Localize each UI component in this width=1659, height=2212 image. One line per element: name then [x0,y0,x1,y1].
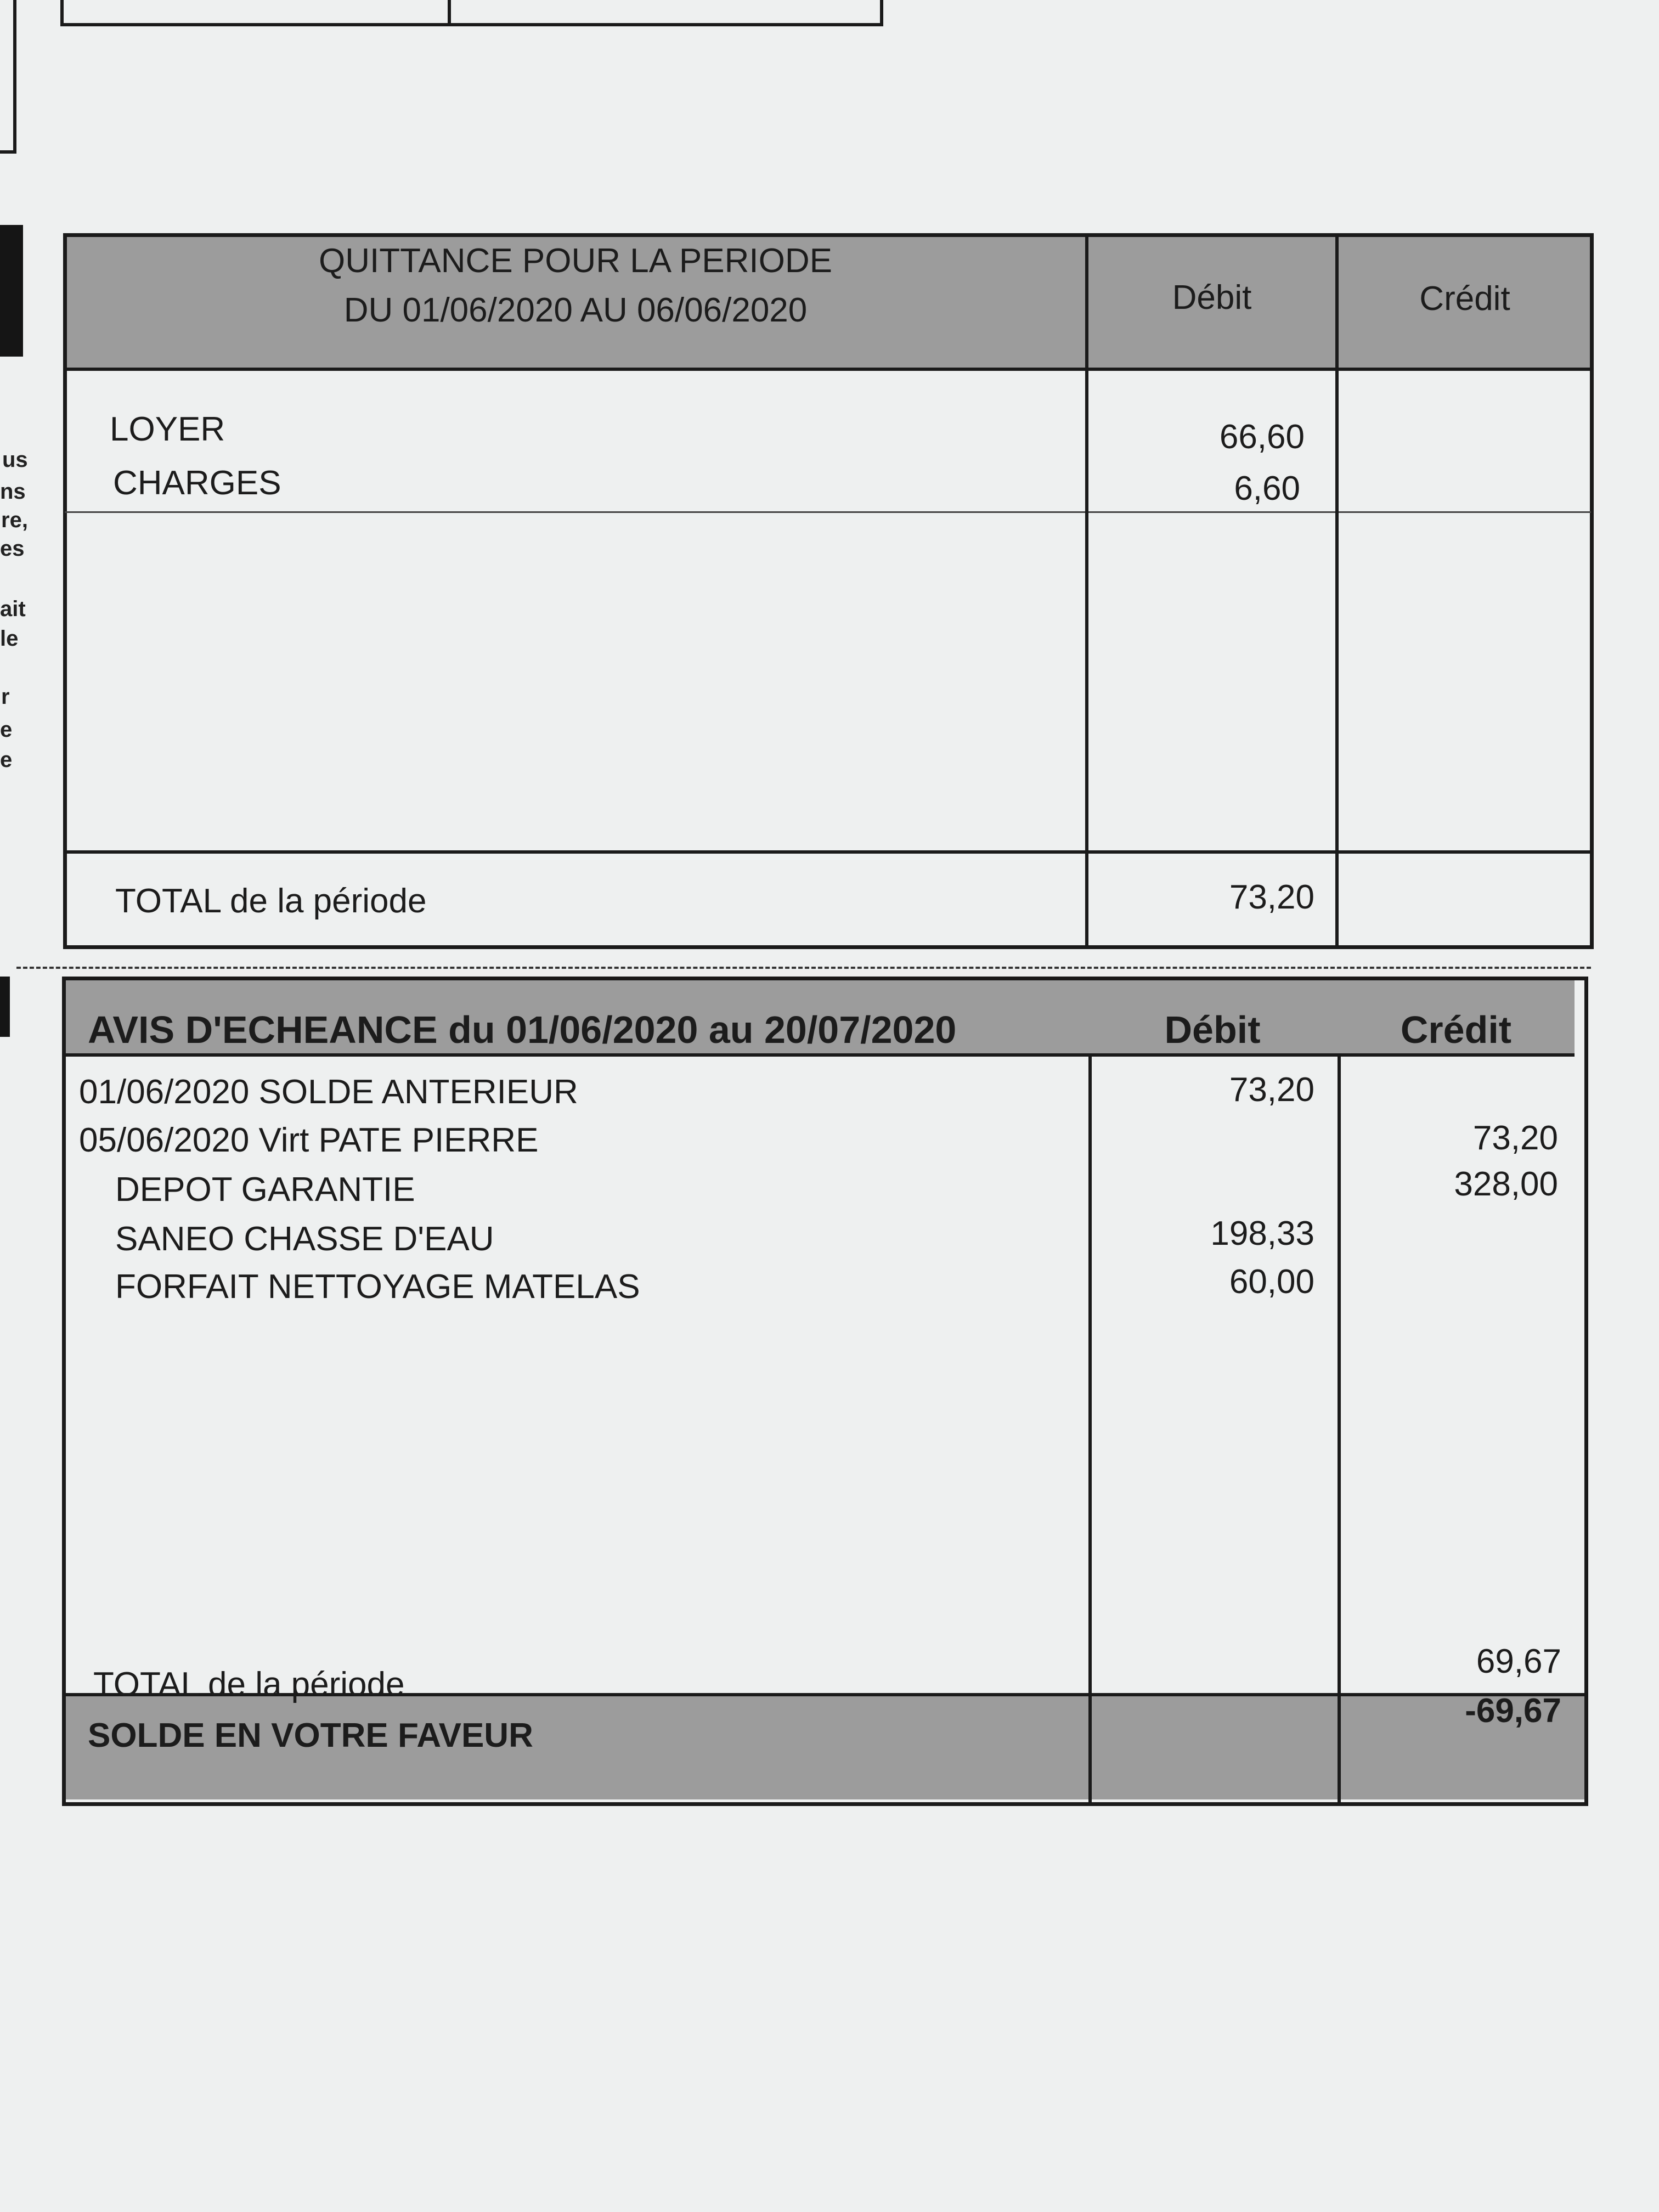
avis-credit-header: Crédit [1400,1008,1512,1051]
quittance-item-debit: 66,60 [1219,418,1305,456]
edge-fragment: e [0,748,13,772]
quittance-debit-header: Débit [1172,279,1252,317]
avis-row-label: DEPOT GARANTIE [115,1171,415,1209]
quittance-credit-header: Crédit [1419,280,1510,318]
avis-balance-label: SOLDE EN VOTRE FAVEUR [88,1717,533,1754]
avis-row-label: SANEO CHASSE D'EAU [115,1220,494,1258]
quittance-item-debit: 6,60 [1234,470,1300,507]
avis-title: AVIS D'ECHEANCE du 01/06/2020 au 20/07/2020 [88,1008,957,1051]
avis-row-label: 01/06/2020 SOLDE ANTERIEUR [79,1073,578,1111]
quittance-fold-line [65,511,1591,513]
avis-total-credit: 69,67 [1476,1643,1561,1680]
quittance-total-rule [65,850,1591,854]
quittance-col-divider-credit [1335,236,1339,947]
quittance-header-rule [65,368,1591,371]
avis-row-label: 05/06/2020 Virt PATE PIERRE [79,1121,539,1159]
quittance-title-line1: QUITTANCE POUR LA PERIODE [319,242,832,280]
avis-col-divider-credit [1338,1053,1341,1804]
edge-fragment: re, [1,508,28,532]
quittance-total-label: TOTAL de la période [115,882,427,920]
quittance-item-label: LOYER [110,410,225,448]
avis-col-divider-debit [1088,1053,1092,1804]
quittance-title-line2: DU 01/06/2020 AU 06/06/2020 [343,291,808,329]
avis-row-debit: 198,33 [1210,1215,1314,1252]
avis-header-rule [65,1053,1575,1057]
left-black-block-2 [0,977,10,1037]
edge-fragment: us [2,448,28,472]
avis-row-credit: 73,20 [1472,1119,1558,1157]
avis-row-credit: 328,00 [1454,1165,1558,1203]
avis-row-debit: 73,20 [1229,1071,1314,1109]
edge-fragment: e [0,718,13,742]
avis-balance-credit: -69,67 [1465,1692,1561,1730]
quittance-item-label: CHARGES [113,464,281,502]
dashed-separator [16,967,1591,969]
avis-total-label: TOTAL de la période [93,1666,405,1703]
previous-box-fragment [60,0,883,26]
left-black-block [0,225,23,357]
avis-debit-header: Débit [1164,1008,1261,1051]
quittance-col-divider-debit [1085,236,1088,947]
avis-row-label: FORFAIT NETTOYAGE MATELAS [115,1268,640,1306]
edge-fragment: es [0,537,25,561]
quittance-total-debit: 73,20 [1229,878,1314,916]
edge-fragment: r [1,685,10,709]
edge-fragment: le [0,627,19,651]
edge-fragment: ns [0,479,26,504]
edge-fragment: ait [0,597,26,621]
left-frame-fragment [0,0,16,154]
avis-row-debit: 60,00 [1229,1263,1314,1301]
quittance-frame [63,233,1594,949]
